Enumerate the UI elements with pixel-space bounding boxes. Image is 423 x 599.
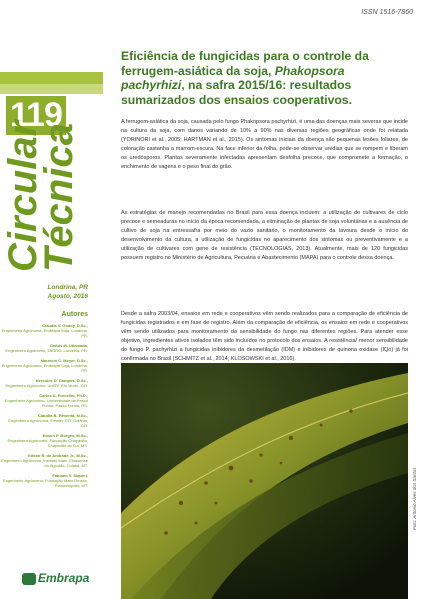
paragraph-1: A ferrugem-asiática da soja, causada pelo fungo Phakopsora pachyrhizi, é uma das doenças mais severas que incide na cultura da soja, com danos variando de 10% a 90% nas diversas regiões geográficas onde foi relatada (YORINORI et al., 2005; HARTMAN et al., 2015). Os sintomas iniciais da doença são pequenas lesões foliares, de coloração castanha a marrom-escura. Na face inferior da folha, pode-se observar urédias que se rompem e liberam os uredósporos. Plantas severamente infectadas apresentam desfolha precoce, que compromete a formação, o enchimento de vagens e o peso final do grão. (121, 119, 408, 170)
author-detail: Engenheiro Agrônomo, Embrapa Soja, Londrina, PR. (1, 363, 88, 373)
author-entry (0, 343, 88, 353)
author-detail: Engenheiro Agrônomo, Fundação Chapadão, Chapadão do Sul, MS. (7, 438, 88, 448)
place-date (0, 283, 88, 301)
author-detail: Engenheiro Agrônomo, TAGRO, Londrina, PR. (5, 348, 88, 353)
sidebar (0, 0, 103, 599)
soybean-leaf-photo (121, 363, 408, 599)
author-detail: Engenheiro Agrônomo, Instituto Mato-Grossense do Algodão, Cuiabá, MT. (1, 458, 88, 468)
author-entry (0, 473, 88, 488)
author-detail: Engenheiro Agrônomo, Fundação Mato Grosso, Rondonópolis, MT. (3, 478, 88, 488)
leaf-illustration (121, 363, 408, 599)
author-name: Hercules D. Campos, D.Sc., (35, 378, 88, 383)
author-entry (0, 433, 88, 448)
author-entry (0, 413, 88, 428)
green-band (0, 72, 103, 84)
author-name: Maurício C. Meyer, D.Sc., (40, 358, 88, 363)
author-name: Carlos M. Utiamada, (49, 343, 88, 348)
author-name: Cláudia B. Pimenta, M.Sc., (37, 413, 88, 418)
series-title (1, 120, 100, 272)
author-detail: Engenheiro Agrônomo, UniRV, Rio Verde, GO. (5, 383, 88, 388)
series-title-line1: Circular (1, 120, 45, 272)
author-name: Carlos A. Forcelini, Ph.D., (39, 393, 88, 398)
issn-label: ISSN 1516-7860 (361, 9, 413, 16)
document-title: Eficiência de fungicidas para o controle da ferrugem-asiática da soja, Phakopsora pachyrhizi, na safra 2015/16: resultados sumarizados dos ensaios cooperativos. (121, 49, 369, 107)
author-detail: Engenheiro Agrônomo, Universidade de Passo Fundo, Passo Fundo, RS. (4, 398, 88, 408)
paragraph-2: As estratégias de manejo recomendadas no Brasil para essa doença incluem: a utilização de cultivares de ciclo precoce e semeaduras no início da época recomendada, a eliminação de plantas de soja voluntárias e a ausência de cultivo de soja na entressafra por meio do vazio sanitário, o monitoramento da lavoura desde o início do desenvolvimento da cultura, a utilização de fungicidas no aparecimento dos sintomas ou preventivamente e a utilização de cultivares com gene de resistência (TECNOLOGIAS, 2013). Atualmente, mais de 120 fungicidas possuem registro no Ministério de Agricultura, Pecuária e Abastecimento (MAPA) para o controle dessa doença. (121, 210, 408, 261)
author-detail: Engenheira Agrônoma, Emater-GO, Goiânia, GO. (8, 418, 88, 428)
photo-credit: Foto: Antonio Alves dos Santos (412, 467, 417, 530)
author-name: Cláudia V. Godoy, D.Sc., (42, 323, 88, 328)
publication-number: 119 (6, 96, 66, 135)
embrapa-logo-text: Embrapa (38, 571, 90, 585)
embrapa-logo-mark (22, 573, 36, 585)
author-entry (0, 378, 88, 388)
authors-heading: Autores (61, 311, 88, 318)
author-name: Edson R. de Andrade Jr., M.Sc., (28, 453, 88, 458)
author-entry (0, 393, 88, 408)
author-entry (0, 358, 88, 373)
paragraph-3: Desde a safra 2003/04, ensaios em rede e cooperativos vêm sendo realizados para a comparação de eficiência de fungicidas registrados e em fase de registro. Além da comparação de eficiência, os ensaios em rede e cooperativos vêm sendo utilizados para monitoramento da sensibilidade do fungo nas diferentes regiões. Para atender esse objetivo, ingredientes ativos isolados têm sido incluídos no protocolo dos ensaios. A resistência/ menor sensibilidade do fungo P. pachyrhizi a fungicidas inibidores da desmetilação (IDM) e inibidores de quinona oxidase (IQo) já foi confirmada no Brasil (SCHMITZ et al., 2014; KLOSOWSKI et al., 2016). (121, 311, 408, 362)
author-entry (0, 453, 88, 468)
date: Agosto, 2016 (47, 293, 88, 300)
author-detail: Engenheira Agrônoma, Embrapa Soja, Londrina, PR. (1, 328, 88, 338)
author-name: Edson P. Borges, M.Sc., (42, 433, 88, 438)
green-band-light (0, 84, 103, 94)
embrapa-logo (22, 571, 90, 589)
authors-list (0, 323, 88, 493)
series-title-line2: Técnica (37, 123, 81, 272)
author-entry (0, 323, 88, 338)
place: Londrina, PR (47, 284, 88, 291)
author-name: Fabiano V. Siqueri, (52, 473, 88, 478)
